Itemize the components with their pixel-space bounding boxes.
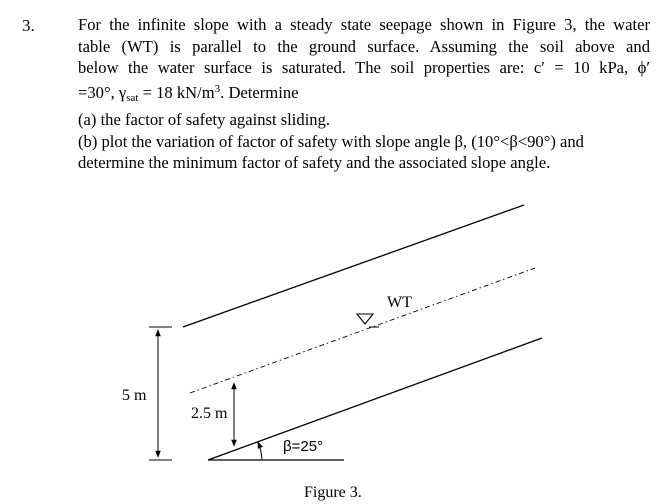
question-line-2: table (WT) is parallel to the ground surface. Assuming the soil above and: [78, 36, 650, 56]
failure-plane-line: [208, 338, 542, 460]
depth-5m-label: 5 m: [122, 387, 147, 404]
question-line-3: below the water surface is saturated. The soil properties are: c′ = 10 kPa, ϕ′: [78, 58, 650, 77]
water-table-triangle-icon: [357, 314, 373, 324]
determine-text: . Determine: [220, 82, 299, 102]
ground-surface-line: [183, 205, 524, 327]
part-b-line-2: determine the minimum factor of safety and the associated slope angle.: [78, 153, 551, 172]
water-table-line: [190, 268, 535, 393]
depth-2-5m-label: 2.5 m: [191, 405, 228, 422]
water-table-label: WT: [387, 294, 412, 311]
gamma-subscript: sat: [126, 91, 139, 104]
phi-value: =30°, γ: [78, 82, 127, 102]
question-number: 3.: [22, 16, 35, 35]
part-b-line-1: (b) plot the variation of factor of safety with slope angle β, (10°<β<90°) and: [78, 131, 584, 151]
gamma-value: = 18 kN/m: [138, 82, 215, 102]
part-a: (a) the factor of safety against sliding.: [78, 110, 331, 129]
figure-caption: Figure 3.: [304, 484, 362, 501]
slope-angle-label: β=25°: [283, 438, 324, 455]
unit-superscript: 3: [214, 82, 221, 95]
question-line-1: For the infinite slope with a steady state seepage shown in Figure 3, the water: [78, 15, 650, 34]
slope-angle-arc: [258, 442, 262, 460]
